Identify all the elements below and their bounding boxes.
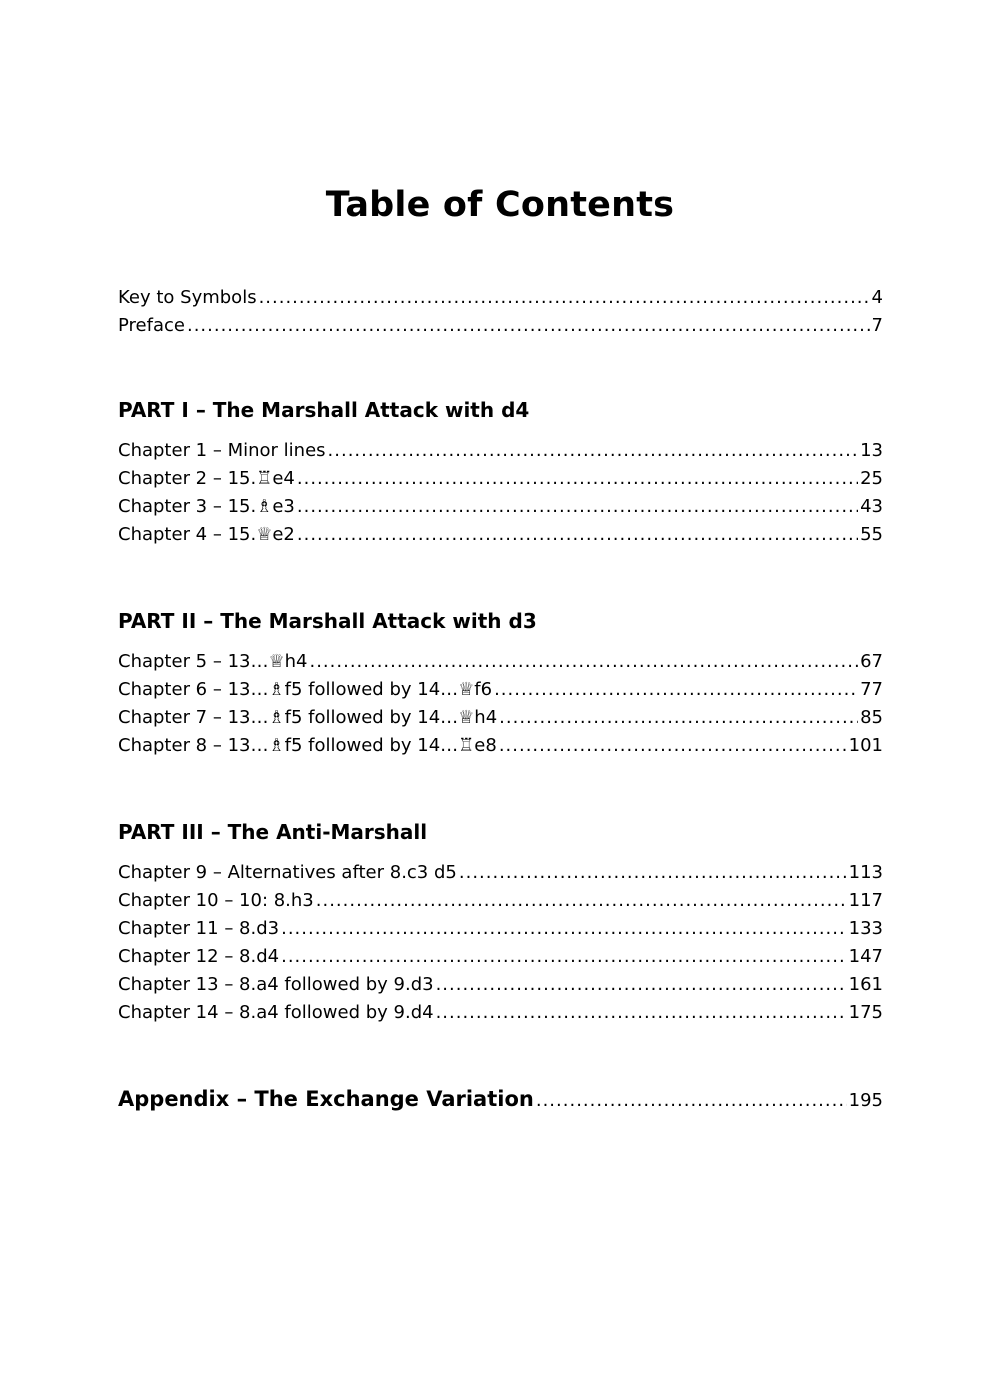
toc-entry-label: Appendix – The Exchange Variation: [118, 1087, 534, 1111]
dot-leader: [281, 915, 847, 943]
dot-leader: [281, 943, 847, 971]
toc-entry-preface[interactable]: [118, 312, 883, 340]
page-title: Table of Contents: [325, 185, 675, 225]
toc-entry-page: 43: [860, 496, 883, 517]
toc-entry-chapter-11[interactable]: [118, 915, 883, 943]
toc-entry-label: Chapter 8 – 13…♗f5 followed by 14…♖e8: [118, 735, 497, 756]
toc-entry-page: 113: [848, 862, 883, 883]
toc-entry-label: Chapter 6 – 13…♗f5 followed by 14…♕f6: [118, 679, 493, 700]
toc-entry-page: 67: [860, 651, 883, 672]
toc-entry-label: Preface: [118, 315, 185, 336]
toc-entry-chapter-10[interactable]: [118, 887, 883, 915]
toc-entry-label: Chapter 10 – 10: 8.h3: [118, 890, 314, 911]
toc-entry-chapter-9[interactable]: [118, 859, 883, 887]
dot-leader: [309, 648, 858, 676]
dot-leader: [536, 1085, 847, 1117]
toc-entry-appendix[interactable]: [118, 1083, 883, 1115]
dot-leader: [328, 437, 859, 465]
dot-leader: [459, 859, 847, 887]
toc-entry-page: 101: [848, 735, 883, 756]
toc-entry-chapter-14[interactable]: [118, 999, 883, 1027]
toc-entry-chapter-1[interactable]: [118, 437, 883, 465]
toc-entry-label: Chapter 11 – 8.d3: [118, 918, 280, 939]
part-heading: PART III – The Anti-Marshall: [118, 820, 428, 844]
dot-leader: [436, 999, 847, 1027]
toc-entry-label: Chapter 7 – 13…♗f5 followed by 14…♕h4: [118, 707, 498, 728]
part-1-section: [118, 395, 883, 549]
toc-entry-label: Chapter 12 – 8.d4: [118, 946, 280, 967]
toc-entry-label: Chapter 1 – Minor lines: [118, 440, 326, 461]
dot-leader: [187, 312, 870, 340]
toc-entry-page: 55: [860, 524, 883, 545]
toc-entry-page: 77: [860, 679, 883, 700]
dot-leader: [499, 732, 847, 760]
toc-entry-label: Chapter 2 – 15.♖e4: [118, 468, 295, 489]
toc-entry-chapter-12[interactable]: [118, 943, 883, 971]
toc-entry-page: 13: [860, 440, 883, 461]
appendix-section: [118, 1083, 883, 1115]
toc-entry-chapter-5[interactable]: [118, 648, 883, 676]
toc-entry-label: Chapter 3 – 15.♗e3: [118, 496, 295, 517]
toc-entry-chapter-8[interactable]: [118, 732, 883, 760]
toc-entry-label: Chapter 14 – 8.a4 followed by 9.d4: [118, 1002, 434, 1023]
toc-entry-chapter-4[interactable]: [118, 521, 883, 549]
toc-entry-page: 195: [848, 1090, 883, 1111]
dot-leader: [316, 887, 847, 915]
part-3-section: [118, 817, 883, 1027]
toc-entry-page: 4: [871, 287, 883, 308]
toc-entry-page: 117: [848, 890, 883, 911]
dot-leader: [499, 704, 858, 732]
toc-entry-label: Chapter 4 – 15.♕e2: [118, 524, 295, 545]
front-matter-list: [118, 284, 883, 340]
toc-entry-page: 133: [848, 918, 883, 939]
toc-entry-chapter-13[interactable]: [118, 971, 883, 999]
toc-entry-page: 25: [860, 468, 883, 489]
toc-entry-page: 85: [860, 707, 883, 728]
part-2-section: [118, 606, 883, 760]
dot-leader: [297, 521, 858, 549]
dot-leader: [297, 493, 858, 521]
toc-entry-page: 175: [848, 1002, 883, 1023]
toc-entry-page: 7: [871, 315, 883, 336]
toc-entry-label: Key to Symbols: [118, 287, 257, 308]
dot-leader: [494, 676, 858, 704]
toc-entry-chapter-3[interactable]: [118, 493, 883, 521]
toc-entry-page: 147: [848, 946, 883, 967]
toc-entry-chapter-2[interactable]: [118, 465, 883, 493]
dot-leader: [297, 465, 858, 493]
part-heading: PART I – The Marshall Attack with d4: [118, 398, 530, 422]
dot-leader: [259, 284, 870, 312]
toc-entry-chapter-6[interactable]: [118, 676, 883, 704]
toc-entry-label: Chapter 9 – Alternatives after 8.c3 d5: [118, 862, 457, 883]
toc-entry-page: 161: [848, 974, 883, 995]
toc-entry-label: Chapter 5 – 13…♕h4: [118, 651, 308, 672]
toc-entry-chapter-7[interactable]: [118, 704, 883, 732]
toc-entry-key-to-symbols[interactable]: [118, 284, 883, 312]
dot-leader: [436, 971, 847, 999]
toc-entry-label: Chapter 13 – 8.a4 followed by 9.d3: [118, 974, 434, 995]
part-heading: PART II – The Marshall Attack with d3: [118, 609, 537, 633]
